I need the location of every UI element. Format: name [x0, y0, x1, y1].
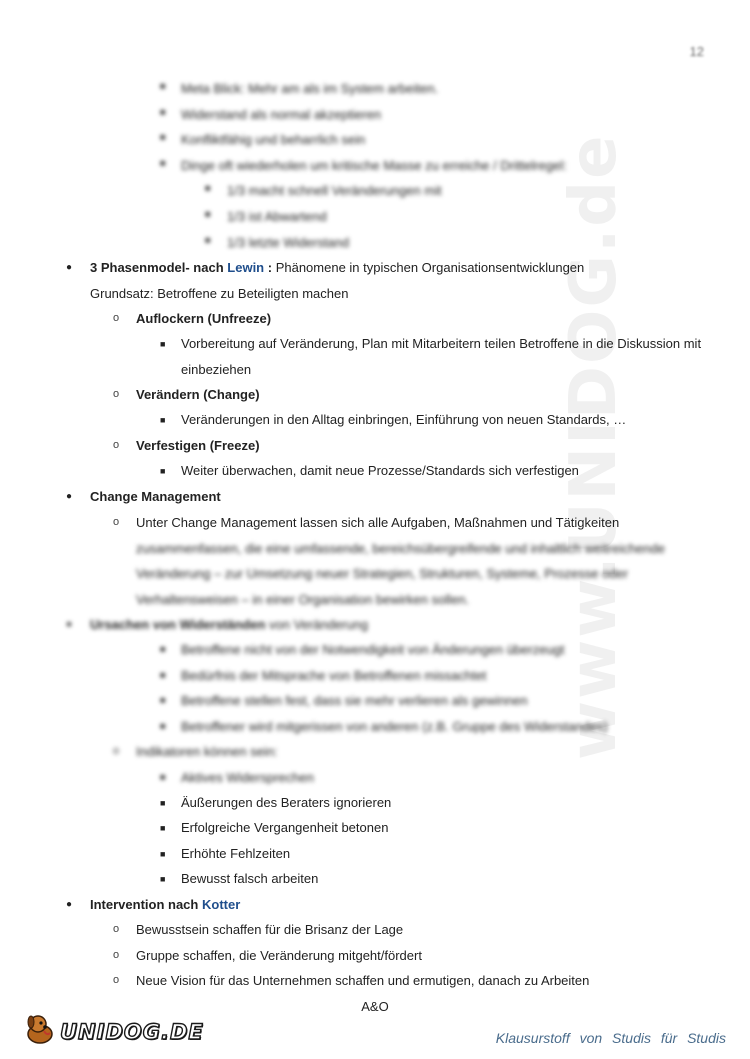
page-footer: A&O — [361, 999, 389, 1014]
circle-bullet-icon: o — [113, 388, 120, 400]
square-bullet-icon: ■ — [205, 235, 211, 245]
blurred-item: Konfliktfähig und beharrlich sein — [181, 132, 366, 147]
lewin-desc: Phänomene in typischen Organisationsentwicklungen — [272, 260, 585, 275]
indicator-item: Bewusst falsch arbeiten — [181, 871, 319, 886]
square-bullet-icon: ■ — [160, 874, 166, 884]
square-bullet-icon: ■ — [160, 132, 166, 142]
square-bullet-icon: ■ — [160, 158, 166, 168]
unidog-logo — [22, 1012, 204, 1051]
square-bullet-icon: ■ — [160, 670, 166, 680]
phase-title: Auflockern (Unfreeze) — [136, 311, 272, 326]
watermark: www.UNIDOG.de — [557, 133, 631, 760]
kotter-heading — [90, 896, 240, 913]
circle-bullet-icon: o — [113, 923, 120, 935]
change-management-blurred: Veränderung – zur Umsetzung neuer Strategien, Strukturen, Systeme, Prozesse oder — [136, 566, 629, 581]
square-bullet-icon: ■ — [205, 183, 211, 193]
circle-bullet-icon: o — [113, 974, 120, 986]
indicator-item: Erfolgreiche Vergangenheit betonen — [181, 820, 389, 835]
resistance-title: Ursachen von Widerständen — [90, 617, 266, 632]
lewin-colon: : — [264, 260, 273, 275]
circle-bullet-icon: o — [113, 949, 120, 961]
dog-icon — [22, 1012, 58, 1051]
square-bullet-icon: ■ — [160, 798, 166, 808]
page-number: 12 — [689, 44, 704, 59]
resistance-title-suffix: von Veränderung — [265, 617, 369, 632]
bullet-icon: ● — [66, 619, 73, 630]
indicator-item: Aktives Widersprechen — [181, 770, 314, 785]
kotter-name: Kotter — [201, 897, 241, 912]
phase-detail: Weiter überwachen, damit neue Prozesse/Standards sich verfestigen — [181, 463, 579, 478]
square-bullet-icon: ■ — [160, 466, 166, 476]
kotter-item: Gruppe schaffen, die Veränderung mitgeht/fördert — [136, 948, 422, 963]
square-bullet-icon: ■ — [160, 772, 166, 782]
lewin-name: Lewin — [227, 260, 265, 275]
phase-detail: Vorbereitung auf Veränderung, Plan mit Mitarbeitern teilen Betroffene in die Diskussion mit — [181, 336, 702, 351]
resistance-cause: Bedürfnis der Mitsprache von Betroffenen missachtet — [181, 668, 487, 683]
resistance-heading — [90, 616, 368, 633]
square-bullet-icon: ■ — [160, 415, 166, 425]
square-bullet-icon: ■ — [160, 849, 166, 859]
resistance-cause: Betroffener wird mitgerissen von anderen (z.B. Gruppe des Widerstandes) — [181, 719, 608, 734]
lewin-title: 3 Phasenmodel- nach — [90, 260, 224, 275]
blurred-item: Meta Blick: Mehr am als im System arbeiten. — [181, 81, 439, 96]
tagline: Klausurstoff von Studis für Studis — [495, 1030, 726, 1046]
square-bullet-icon: ■ — [160, 339, 166, 349]
square-bullet-icon: ■ — [160, 695, 166, 705]
blurred-subitem: 1/3 letzte Widerstand — [227, 235, 350, 250]
circle-bullet-icon: o — [113, 312, 120, 324]
square-bullet-icon: ■ — [160, 107, 166, 117]
square-bullet-icon: ■ — [160, 823, 166, 833]
indicator-item: Erhöhte Fehlzeiten — [181, 846, 291, 861]
change-management-blurred: Verhaltensweisen – in einer Organisation bewirken sollen. — [136, 592, 470, 607]
change-management-blurred: zusammenfassen, die eine umfassende, bereichsübergreifende und inhaltlich weitreichende — [136, 541, 665, 556]
lewin-heading — [90, 259, 584, 276]
circle-bullet-icon: o — [113, 439, 120, 451]
bullet-icon: ● — [66, 262, 73, 273]
kotter-item: Bewusstsein schaffen für die Brisanz der Lage — [136, 922, 404, 937]
square-bullet-icon: ■ — [160, 721, 166, 731]
phase-title: Verfestigen (Freeze) — [136, 438, 260, 453]
resistance-cause: Betroffene nicht von der Notwendigkeit von Änderungen überzeugt — [181, 642, 565, 657]
logo-text: UNIDOG.DE — [60, 1019, 204, 1044]
circle-bullet-icon: o — [113, 516, 120, 528]
lewin-principle: Grundsatz: Betroffene zu Beteiligten machen — [90, 286, 349, 301]
square-bullet-icon: ■ — [160, 81, 166, 91]
kotter-title: Intervention nach — [90, 897, 199, 912]
indicators-title: Indikatoren können sein: — [136, 744, 278, 759]
blurred-subitem: 1/3 ist Abwartend — [227, 209, 327, 224]
blurred-item: Dinge oft wiederholen um kritische Masse zu erreiche / Drittelregel: — [181, 158, 567, 173]
change-management-title: Change Management — [90, 489, 221, 504]
phase-detail: Veränderungen in den Alltag einbringen, Einführung von neuen Standards, … — [181, 412, 627, 427]
blurred-subitem: 1/3 macht schnell Veränderungen mit — [227, 183, 442, 198]
circle-bullet-icon: o — [113, 745, 120, 757]
bullet-icon: ● — [66, 491, 73, 502]
kotter-item: Neue Vision für das Unternehmen schaffen und ermutigen, danach zu Arbeiten — [136, 973, 590, 988]
phase-detail-cont: einbeziehen — [181, 362, 252, 377]
indicator-item: Äußerungen des Beraters ignorieren — [181, 795, 392, 810]
resistance-cause: Betroffene stellen fest, dass sie mehr verlieren als gewinnen — [181, 693, 528, 708]
square-bullet-icon: ■ — [160, 644, 166, 654]
blurred-item: Widerstand als normal akzeptieren — [181, 107, 382, 122]
square-bullet-icon: ■ — [205, 209, 211, 219]
change-management-text: Unter Change Management lassen sich alle Aufgaben, Maßnahmen und Tätigkeiten — [136, 515, 620, 530]
phase-title: Verändern (Change) — [136, 387, 260, 402]
bullet-icon: ● — [66, 899, 73, 910]
